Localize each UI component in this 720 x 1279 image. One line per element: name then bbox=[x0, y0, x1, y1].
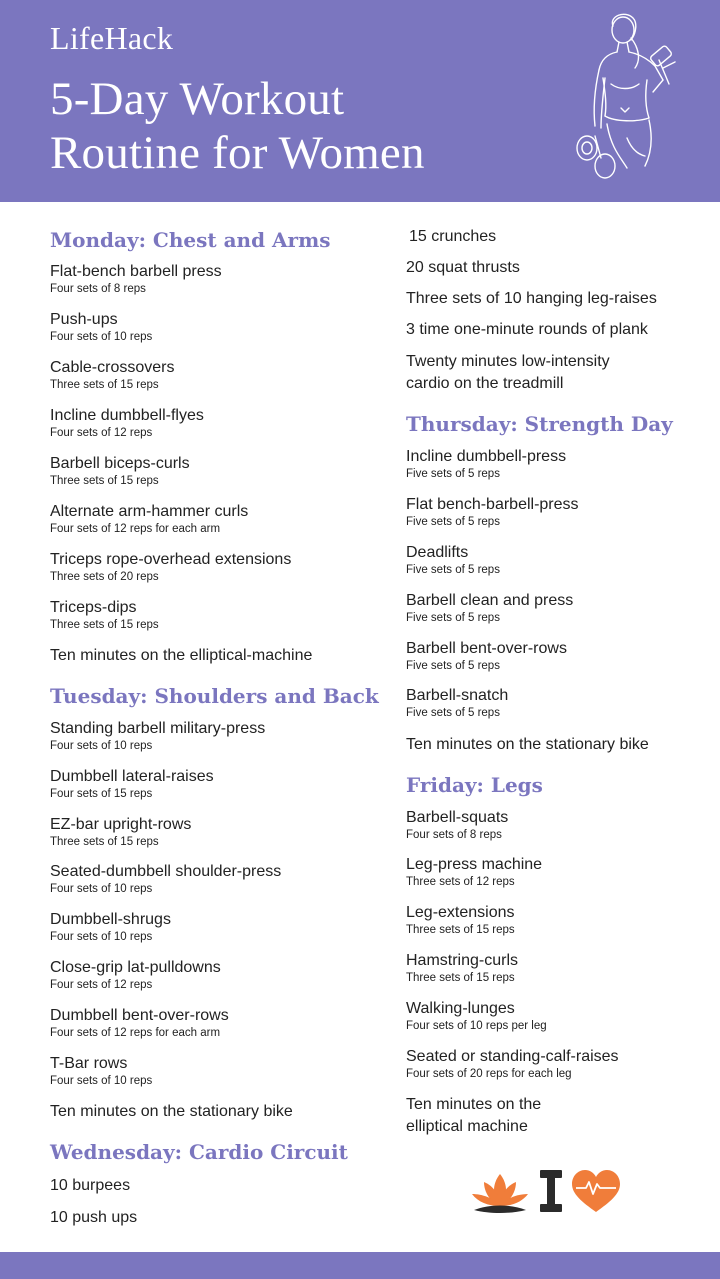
exercise-detail: Five sets of 5 reps bbox=[406, 660, 500, 672]
exercise-detail: Three sets of 15 reps bbox=[50, 619, 159, 631]
exercise-name: Incline dumbbell-press bbox=[406, 448, 567, 465]
list-item bbox=[406, 258, 520, 278]
exercise-name: Leg-press machine bbox=[406, 856, 543, 873]
exercise-name: 10 burpees bbox=[50, 1177, 131, 1194]
exercise-detail: Four sets of 12 reps for each arm bbox=[50, 1027, 221, 1039]
section-title-wednesday: Wednesday: Cardio Circuit bbox=[50, 1140, 348, 1164]
list-item bbox=[50, 1176, 130, 1196]
section-title-monday: Monday: Chest and Arms bbox=[50, 228, 331, 252]
list-item bbox=[50, 646, 312, 666]
section-title-tuesday: Tuesday: Shoulders and Back bbox=[50, 684, 379, 708]
list-item bbox=[406, 903, 515, 938]
exercise-name: 15 crunches bbox=[409, 228, 497, 245]
exercise-name: T-Bar rows bbox=[50, 1055, 128, 1072]
lotus-icon bbox=[472, 1174, 528, 1213]
list-item bbox=[406, 495, 579, 530]
list-item bbox=[50, 958, 221, 993]
exercise-detail: Four sets of 10 reps bbox=[50, 1075, 153, 1087]
exercise-name: Flat bench-barbell-press bbox=[406, 496, 579, 513]
exercise-name: 10 push ups bbox=[50, 1209, 138, 1226]
exercise-name: Dumbbell bent-over-rows bbox=[50, 1007, 229, 1024]
exercise-detail: Four sets of 12 reps bbox=[50, 427, 153, 439]
exercise-detail: Four sets of 12 reps for each arm bbox=[50, 523, 221, 535]
list-item bbox=[406, 735, 649, 755]
list-item bbox=[409, 227, 496, 247]
list-item bbox=[50, 310, 152, 345]
list-item bbox=[406, 1047, 619, 1082]
exercise-name: Barbell clean and press bbox=[406, 592, 574, 609]
exercise-detail: Three sets of 15 reps bbox=[50, 379, 159, 391]
exercise-detail: Four sets of 10 reps bbox=[50, 331, 153, 343]
exercise-name: Ten minutes on the stationary bike bbox=[406, 736, 649, 753]
exercise-name: Barbell-squats bbox=[406, 809, 509, 826]
exercise-detail: Three sets of 20 reps bbox=[50, 571, 159, 583]
exercise-name: Barbell bent-over-rows bbox=[406, 640, 567, 657]
list-item bbox=[406, 808, 508, 843]
title-line-2: Routine for Women bbox=[50, 127, 425, 179]
exercise-detail: Four sets of 8 reps bbox=[406, 829, 502, 841]
exercise-name: EZ-bar upright-rows bbox=[50, 816, 192, 833]
heart-pulse-icon bbox=[572, 1170, 620, 1212]
exercise-name: Barbell-snatch bbox=[406, 687, 509, 704]
exercise-name: Incline dumbbell-flyes bbox=[50, 407, 204, 424]
list-item bbox=[406, 639, 567, 674]
list-item bbox=[50, 719, 265, 754]
list-item bbox=[406, 320, 648, 340]
exercise-detail: Five sets of 5 reps bbox=[406, 564, 500, 576]
exercise-detail: Five sets of 5 reps bbox=[406, 468, 500, 480]
exercise-detail: Five sets of 5 reps bbox=[406, 707, 500, 719]
exercise-name: Ten minutes on the stationary bike bbox=[50, 1103, 293, 1120]
list-item bbox=[50, 1208, 137, 1228]
exercise-detail: Five sets of 5 reps bbox=[406, 516, 500, 528]
list-item bbox=[50, 767, 214, 802]
list-item bbox=[406, 951, 518, 986]
exercise-detail: Four sets of 20 reps for each leg bbox=[406, 1068, 572, 1080]
list-item bbox=[50, 406, 204, 441]
exercise-name: Alternate arm-hammer curls bbox=[50, 503, 249, 520]
exercise-name: Hamstring-curls bbox=[406, 952, 519, 969]
exercise-name: Barbell biceps-curls bbox=[50, 455, 190, 472]
exercise-detail: Five sets of 5 reps bbox=[406, 612, 500, 624]
list-item bbox=[406, 999, 547, 1034]
exercise-detail: Four sets of 10 reps per leg bbox=[406, 1020, 547, 1032]
list-item bbox=[406, 1094, 576, 1138]
exercise-detail: Three sets of 15 reps bbox=[406, 972, 515, 984]
woman-lifting-dumbbell-icon bbox=[565, 8, 685, 188]
exercise-name: Close-grip lat-pulldowns bbox=[50, 959, 221, 976]
list-item bbox=[50, 454, 190, 489]
title-line-1: 5-Day Workout bbox=[50, 73, 345, 125]
list-item bbox=[50, 815, 191, 850]
exercise-name: Triceps-dips bbox=[50, 599, 137, 616]
exercise-name: Ten minutes on the elliptical-machine bbox=[50, 647, 313, 664]
list-item bbox=[50, 598, 159, 633]
exercise-name: Seated-dumbbell shoulder-press bbox=[50, 863, 282, 880]
list-item bbox=[50, 1054, 152, 1089]
list-item bbox=[50, 1102, 293, 1122]
exercise-detail: Three sets of 15 reps bbox=[50, 836, 159, 848]
exercise-name: Seated or standing-calf-raises bbox=[406, 1048, 619, 1065]
footer-bar bbox=[0, 1252, 720, 1279]
exercise-name: Three sets of 10 hanging leg-raises bbox=[406, 290, 657, 307]
exercise-detail: Four sets of 10 reps bbox=[50, 740, 153, 752]
header-banner bbox=[0, 0, 720, 202]
exercise-name: Ten minutes on the elliptical machine bbox=[406, 1096, 542, 1135]
exercise-detail: Three sets of 12 reps bbox=[406, 876, 515, 888]
exercise-name: Dumbbell-shrugs bbox=[50, 911, 171, 928]
list-item bbox=[406, 543, 500, 578]
exercise-name: Deadlifts bbox=[406, 544, 469, 561]
exercise-name: 20 squat thrusts bbox=[406, 259, 520, 276]
exercise-name: 3 time one-minute rounds of plank bbox=[406, 321, 648, 338]
page-title bbox=[50, 72, 570, 180]
list-item bbox=[406, 686, 508, 721]
exercise-name: Cable-crossovers bbox=[50, 359, 175, 376]
list-item bbox=[50, 550, 291, 585]
exercise-detail: Three sets of 15 reps bbox=[50, 475, 159, 487]
exercise-name: Dumbbell lateral-raises bbox=[50, 768, 214, 785]
exercise-name: Standing barbell military-press bbox=[50, 720, 266, 737]
section-title-friday: Friday: Legs bbox=[406, 773, 543, 797]
list-item bbox=[406, 289, 657, 309]
dumbbell-icon bbox=[540, 1170, 562, 1212]
list-item bbox=[406, 447, 566, 482]
section-title-thursday: Thursday: Strength Day bbox=[406, 412, 673, 436]
list-item bbox=[50, 1006, 229, 1041]
exercise-detail: Four sets of 15 reps bbox=[50, 788, 153, 800]
list-item bbox=[50, 502, 248, 537]
list-item bbox=[406, 351, 651, 395]
exercise-name: Triceps rope-overhead extensions bbox=[50, 551, 292, 568]
list-item bbox=[50, 358, 174, 393]
exercise-detail: Four sets of 12 reps bbox=[50, 979, 153, 991]
exercise-name: Twenty minutes low-intensity cardio on the treadmill bbox=[406, 353, 610, 392]
list-item bbox=[50, 910, 171, 945]
list-item bbox=[406, 855, 542, 890]
list-item bbox=[50, 862, 281, 897]
exercise-name: Walking-lunges bbox=[406, 1000, 515, 1017]
exercise-detail: Four sets of 10 reps bbox=[50, 883, 153, 895]
exercise-detail: Four sets of 8 reps bbox=[50, 283, 146, 295]
exercise-name: Leg-extensions bbox=[406, 904, 515, 921]
exercise-name: Flat-bench barbell press bbox=[50, 263, 222, 280]
exercise-detail: Four sets of 10 reps bbox=[50, 931, 153, 943]
footer-icons bbox=[470, 1166, 622, 1216]
list-item bbox=[50, 262, 222, 297]
brand-logo: LifeHack bbox=[50, 20, 174, 56]
exercise-detail: Three sets of 15 reps bbox=[406, 924, 515, 936]
list-item bbox=[406, 591, 573, 626]
exercise-name: Push-ups bbox=[50, 311, 118, 328]
